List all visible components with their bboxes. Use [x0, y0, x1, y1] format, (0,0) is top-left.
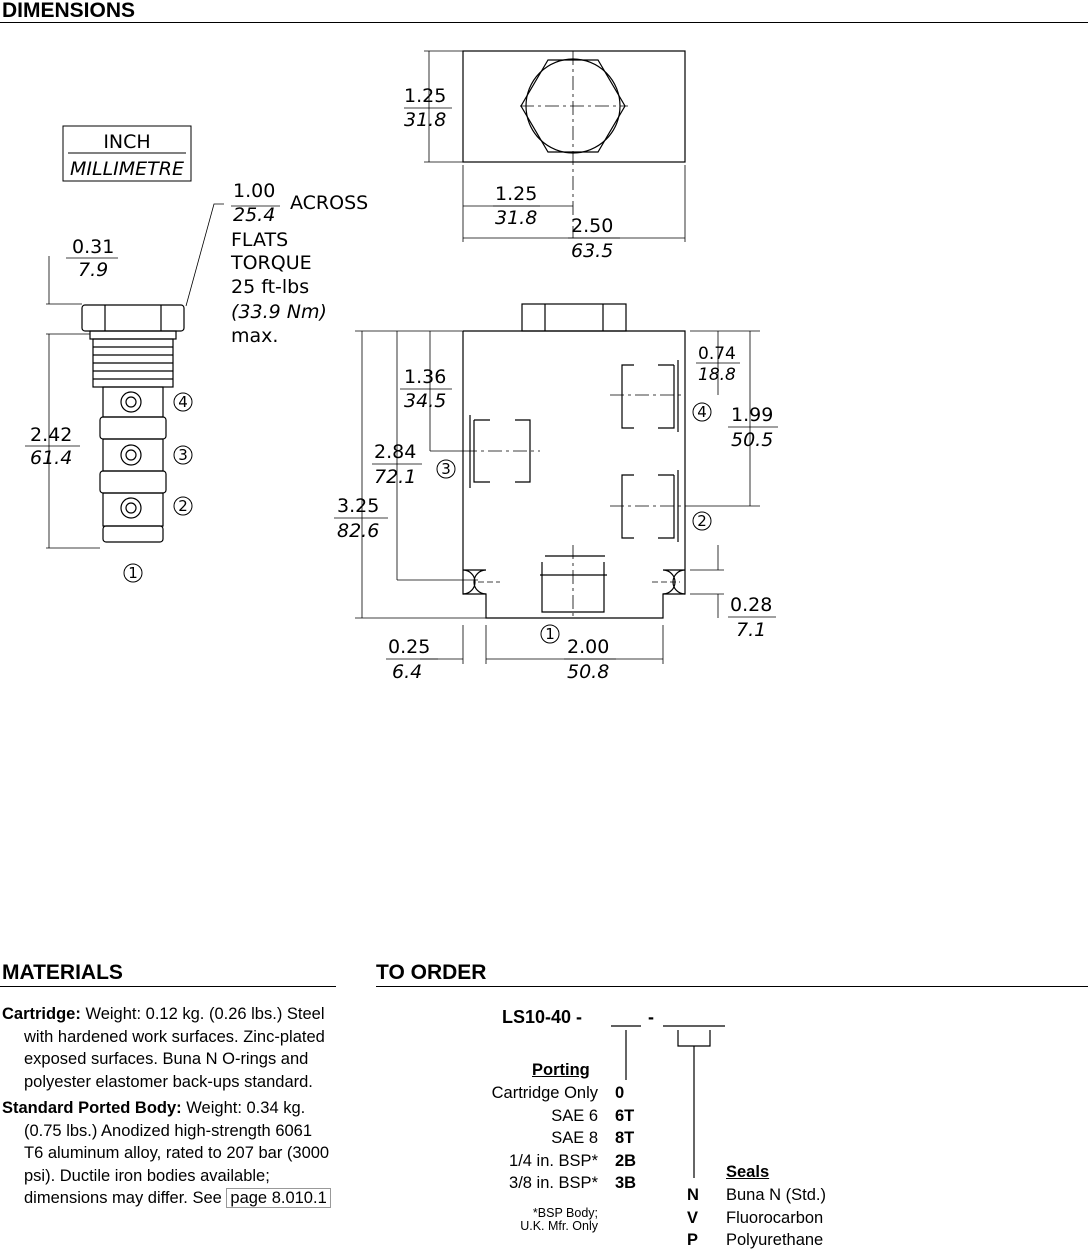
d136-in: 1.36 [404, 366, 447, 388]
cart-port-4: 4 [178, 393, 188, 411]
d325-mm: 82.6 [337, 520, 380, 542]
d200-in: 2.00 [567, 636, 610, 658]
d074-in: 0.74 [698, 344, 736, 364]
porting-label-2: SAE 8 [551, 1129, 598, 1148]
legend-mm: MILLIMETRE [70, 158, 184, 180]
d199-in: 1.99 [731, 404, 774, 426]
torque-max: max. [231, 325, 279, 347]
d028-mm: 7.1 [736, 619, 767, 641]
body-port-3: 3 [441, 460, 451, 478]
d325-in: 3.25 [337, 495, 380, 517]
seal-code-2: P [687, 1231, 699, 1250]
body-port-2: 2 [697, 512, 707, 530]
top-height-in: 1.25 [404, 85, 447, 107]
seal-label-2: Polyurethane [726, 1231, 824, 1250]
seal-code-1: V [687, 1208, 699, 1227]
porting-code-2: 8T [615, 1129, 635, 1148]
page-reference-link[interactable]: page 8.010.1 [226, 1188, 330, 1208]
bsp-note-line1: *BSP Body; [532, 1206, 598, 1220]
porting-label-0: Cartridge Only [491, 1084, 598, 1102]
d025-mm: 6.4 [392, 661, 423, 683]
d284-in: 2.84 [374, 441, 417, 463]
d025-in: 0.25 [388, 636, 431, 658]
model-code: LS10-40 - [502, 1007, 583, 1027]
porting-label-1: SAE 6 [551, 1106, 598, 1125]
cart-port-3: 3 [178, 446, 188, 464]
top-half-mm: 31.8 [495, 207, 538, 229]
flats-text: FLATS [231, 229, 289, 251]
across-text: ACROSS [290, 192, 369, 214]
porting-label-4: 3/8 in. BSP* [509, 1174, 598, 1193]
torque-value: 25 ft-lbs [231, 276, 310, 298]
seals-title: Seals [726, 1163, 770, 1181]
porting-code-1: 6T [615, 1106, 635, 1125]
flats-in: 1.00 [233, 180, 276, 202]
materials-heading: MATERIALS [2, 961, 123, 984]
top-height-mm: 31.8 [404, 109, 447, 131]
seal-label-0: Buna N (Std.) [726, 1186, 826, 1204]
seal-label-1: Fluorocarbon [726, 1208, 824, 1227]
d074-mm: 18.8 [698, 365, 736, 385]
body-materials: Standard Ported Body: Weight: 0.34 kg. (0.75 lbs.) Anodized high-strength 6061 T6 aluminum alloy, rated to 207 bar (3000 psi). Ductile iron bodies available; dimensions may differ. See page 8.010.1 [2, 1099, 330, 1207]
top-half-in: 1.25 [495, 183, 538, 205]
hex-height-mm: 7.9 [78, 259, 109, 281]
torque-nm: (33.9 Nm) [231, 301, 327, 323]
cart-length-mm: 61.4 [30, 447, 73, 469]
cartridge-materials: Cartridge: Weight: 0.12 kg. (0.26 lbs.) Steel with hardened work surfaces. Zinc-plated exposed surfaces. Buna N O-rings and polyester elastomer back-ups standard. [2, 1005, 325, 1091]
flats-mm: 25.4 [233, 204, 276, 226]
seal-code-0: N [687, 1186, 699, 1204]
top-width-mm: 63.5 [571, 240, 614, 262]
d136-mm: 34.5 [404, 390, 447, 412]
model-dash: - [648, 1007, 654, 1027]
bsp-note-line2: U.K. Mfr. Only [520, 1219, 598, 1233]
cart-port-2: 2 [178, 497, 188, 515]
d028-in: 0.28 [730, 594, 773, 616]
porting-code-3: 2B [615, 1151, 637, 1170]
hex-height-in: 0.31 [72, 236, 115, 258]
d284-mm: 72.1 [374, 466, 417, 488]
top-width-in: 2.50 [571, 215, 614, 237]
legend-inch: INCH [103, 131, 151, 153]
body-port-4: 4 [697, 403, 707, 421]
cart-port-1: 1 [128, 564, 138, 582]
bsp-note [470, 1207, 598, 1233]
porting-codes [615, 1082, 636, 1195]
porting-code-4: 3B [615, 1174, 637, 1193]
porting-label-3: 1/4 in. BSP* [509, 1151, 598, 1170]
cart-length-in: 2.42 [30, 424, 73, 446]
to-order-heading: TO ORDER [376, 961, 487, 984]
seal-labels [726, 1184, 826, 1252]
d199-mm: 50.5 [731, 429, 774, 451]
d200-mm: 50.8 [567, 661, 610, 683]
seal-codes [687, 1184, 699, 1252]
torque-text: TORQUE [231, 252, 312, 274]
body-port-1: 1 [545, 625, 555, 643]
porting-title: Porting [532, 1061, 590, 1079]
porting-code-0: 0 [615, 1084, 625, 1102]
dimensions-heading: DIMENSIONS [2, 0, 136, 22]
porting-labels [420, 1082, 598, 1195]
